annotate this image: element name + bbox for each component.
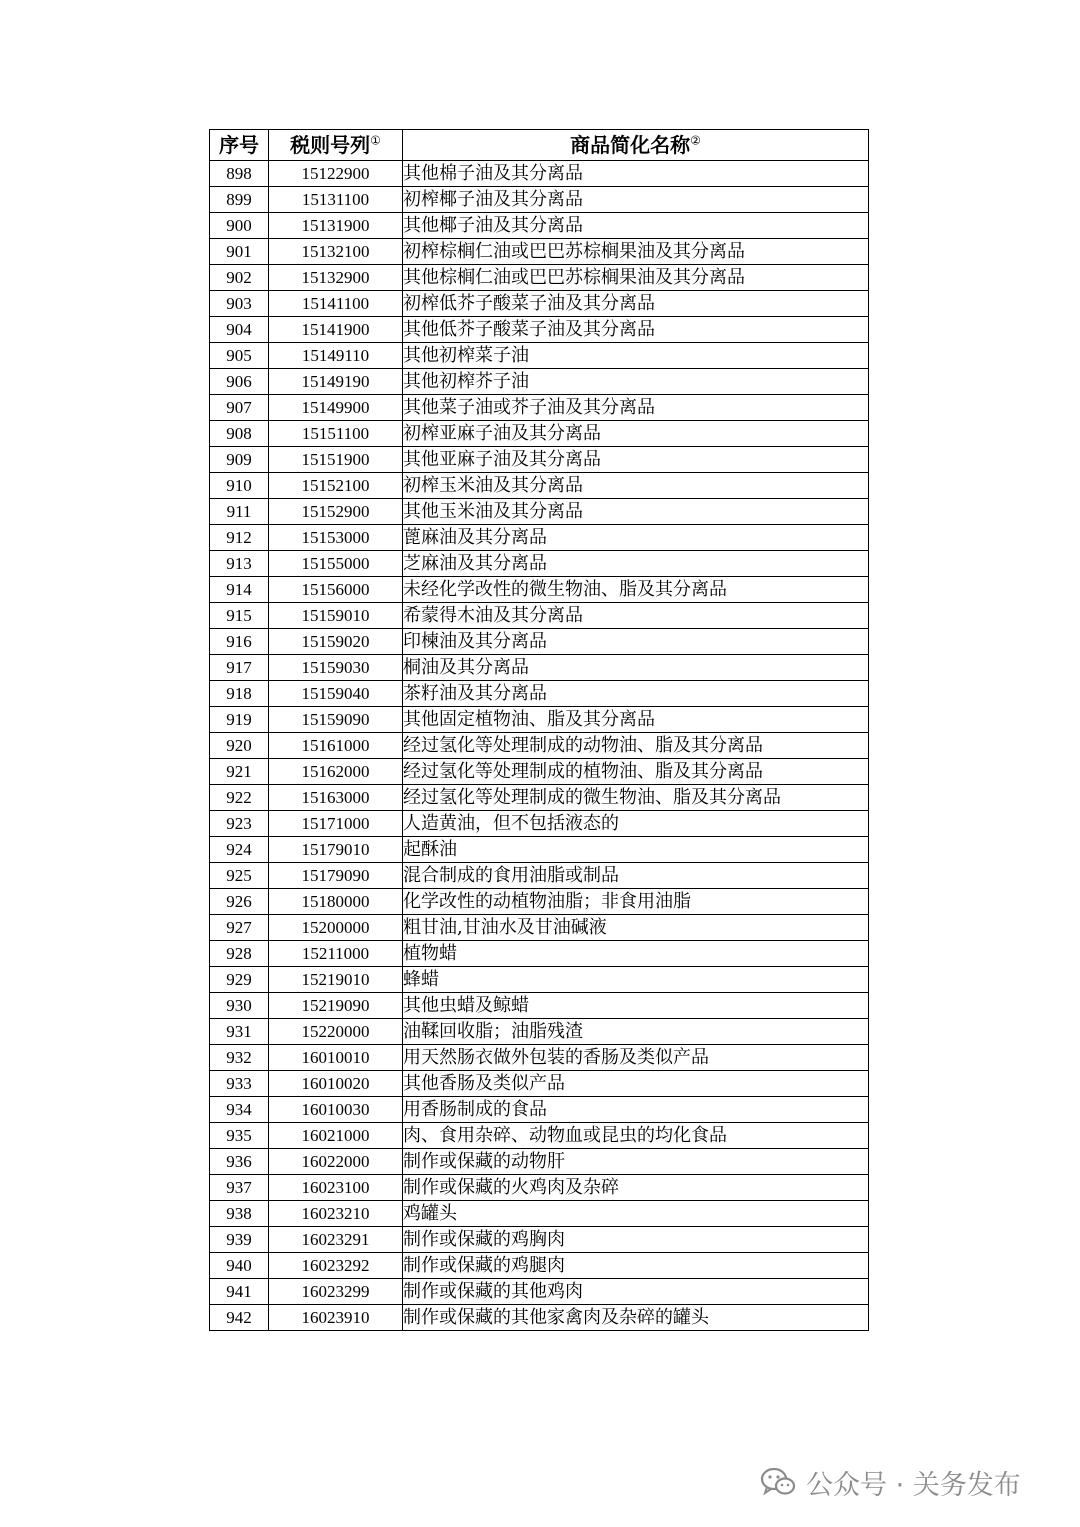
- cell-seq: 911: [210, 499, 269, 525]
- cell-product-name: 制作或保藏的其他鸡肉: [403, 1279, 869, 1305]
- cell-seq: 918: [210, 681, 269, 707]
- watermark: [760, 1462, 1021, 1502]
- cell-tariff-code: 15156000: [269, 577, 403, 603]
- cell-seq: 931: [210, 1019, 269, 1045]
- cell-seq: 938: [210, 1201, 269, 1227]
- cell-product-name: 初榨亚麻子油及其分离品: [403, 421, 869, 447]
- table-header-row: [210, 130, 869, 161]
- cell-seq: 916: [210, 629, 269, 655]
- cell-product-name: 制作或保藏的动物肝: [403, 1149, 869, 1175]
- table-row: [210, 1097, 869, 1123]
- cell-product-name: 印楝油及其分离品: [403, 629, 869, 655]
- cell-tariff-code: 15163000: [269, 785, 403, 811]
- table-row: [210, 1045, 869, 1071]
- cell-product-name: 其他香肠及类似产品: [403, 1071, 869, 1097]
- tariff-table: [209, 129, 869, 1331]
- cell-product-name: 桐油及其分离品: [403, 655, 869, 681]
- table-row: [210, 837, 869, 863]
- table-row: [210, 1071, 869, 1097]
- table-row: [210, 343, 869, 369]
- cell-product-name: 初榨低芥子酸菜子油及其分离品: [403, 291, 869, 317]
- cell-tariff-code: 15131900: [269, 213, 403, 239]
- cell-seq: 927: [210, 915, 269, 941]
- table-row: [210, 1123, 869, 1149]
- table-row: [210, 785, 869, 811]
- cell-tariff-code: 16023292: [269, 1253, 403, 1279]
- cell-product-name: 肉、食用杂碎、动物血或昆虫的均化食品: [403, 1123, 869, 1149]
- cell-product-name: 制作或保藏的鸡腿肉: [403, 1253, 869, 1279]
- cell-tariff-code: 15180000: [269, 889, 403, 915]
- cell-tariff-code: 15161000: [269, 733, 403, 759]
- cell-seq: 914: [210, 577, 269, 603]
- cell-product-name: 初榨椰子油及其分离品: [403, 187, 869, 213]
- cell-seq: 929: [210, 967, 269, 993]
- table-row: [210, 187, 869, 213]
- cell-seq: 924: [210, 837, 269, 863]
- cell-product-name: 初榨玉米油及其分离品: [403, 473, 869, 499]
- cell-tariff-code: 15122900: [269, 161, 403, 187]
- cell-product-name: 用香肠制成的食品: [403, 1097, 869, 1123]
- cell-seq: 932: [210, 1045, 269, 1071]
- cell-tariff-code: 16023100: [269, 1175, 403, 1201]
- cell-seq: 919: [210, 707, 269, 733]
- table-row: [210, 551, 869, 577]
- cell-seq: 906: [210, 369, 269, 395]
- table-row: [210, 811, 869, 837]
- cell-tariff-code: 15179010: [269, 837, 403, 863]
- cell-seq: 930: [210, 993, 269, 1019]
- table-row: [210, 395, 869, 421]
- cell-product-name: 其他初榨菜子油: [403, 343, 869, 369]
- cell-product-name: 制作或保藏的火鸡肉及杂碎: [403, 1175, 869, 1201]
- cell-tariff-code: 15162000: [269, 759, 403, 785]
- cell-product-name: 其他固定植物油、脂及其分离品: [403, 707, 869, 733]
- table-row: [210, 941, 869, 967]
- cell-tariff-code: 15159020: [269, 629, 403, 655]
- cell-product-name: 希蒙得木油及其分离品: [403, 603, 869, 629]
- cell-product-name: 化学改性的动植物油脂；非食用油脂: [403, 889, 869, 915]
- table-row: [210, 993, 869, 1019]
- cell-seq: 904: [210, 317, 269, 343]
- cell-tariff-code: 16010020: [269, 1071, 403, 1097]
- watermark-text: 公众号 · 关务发布: [806, 1469, 1021, 1501]
- footnote-marker: ①: [370, 133, 381, 148]
- cell-seq: 939: [210, 1227, 269, 1253]
- header-name: 商品简化名称②: [403, 130, 869, 161]
- cell-tariff-code: 15152100: [269, 473, 403, 499]
- wechat-icon: [760, 1466, 796, 1498]
- cell-seq: 905: [210, 343, 269, 369]
- cell-seq: 942: [210, 1305, 269, 1331]
- cell-seq: 941: [210, 1279, 269, 1305]
- cell-tariff-code: 16023910: [269, 1305, 403, 1331]
- cell-product-name: 其他棉子油及其分离品: [403, 161, 869, 187]
- table-row: [210, 759, 869, 785]
- cell-seq: 922: [210, 785, 269, 811]
- cell-tariff-code: 15132900: [269, 265, 403, 291]
- cell-seq: 926: [210, 889, 269, 915]
- cell-seq: 920: [210, 733, 269, 759]
- cell-seq: 912: [210, 525, 269, 551]
- cell-tariff-code: 15159030: [269, 655, 403, 681]
- table-row: [210, 317, 869, 343]
- cell-seq: 910: [210, 473, 269, 499]
- table-row: [210, 1149, 869, 1175]
- cell-tariff-code: 15132100: [269, 239, 403, 265]
- cell-seq: 933: [210, 1071, 269, 1097]
- cell-seq: 913: [210, 551, 269, 577]
- cell-product-name: 其他玉米油及其分离品: [403, 499, 869, 525]
- table-row: [210, 915, 869, 941]
- cell-tariff-code: 15159010: [269, 603, 403, 629]
- table-row: [210, 161, 869, 187]
- cell-product-name: 油鞣回收脂；油脂残渣: [403, 1019, 869, 1045]
- cell-product-name: 制作或保藏的鸡胸肉: [403, 1227, 869, 1253]
- header-seq: 序号: [210, 130, 269, 161]
- cell-product-name: 其他亚麻子油及其分离品: [403, 447, 869, 473]
- table-row: [210, 889, 869, 915]
- cell-tariff-code: 16023299: [269, 1279, 403, 1305]
- cell-tariff-code: 16022000: [269, 1149, 403, 1175]
- table-row: [210, 655, 869, 681]
- table-row: [210, 1253, 869, 1279]
- cell-tariff-code: 15149110: [269, 343, 403, 369]
- table-row: [210, 499, 869, 525]
- cell-tariff-code: 15171000: [269, 811, 403, 837]
- cell-seq: 934: [210, 1097, 269, 1123]
- table-row: [210, 707, 869, 733]
- table-row: [210, 1279, 869, 1305]
- cell-product-name: 经过氢化等处理制成的植物油、脂及其分离品: [403, 759, 869, 785]
- cell-seq: 907: [210, 395, 269, 421]
- cell-tariff-code: 15149900: [269, 395, 403, 421]
- cell-tariff-code: 15159040: [269, 681, 403, 707]
- cell-seq: 902: [210, 265, 269, 291]
- cell-seq: 935: [210, 1123, 269, 1149]
- cell-product-name: 鸡罐头: [403, 1201, 869, 1227]
- cell-tariff-code: 15151100: [269, 421, 403, 447]
- cell-product-name: 其他椰子油及其分离品: [403, 213, 869, 239]
- table-row: [210, 1227, 869, 1253]
- table-row: [210, 1175, 869, 1201]
- table-row: [210, 265, 869, 291]
- table-row: [210, 681, 869, 707]
- cell-seq: 925: [210, 863, 269, 889]
- table-row: [210, 1019, 869, 1045]
- cell-tariff-code: 15155000: [269, 551, 403, 577]
- cell-product-name: 其他虫蜡及鲸蜡: [403, 993, 869, 1019]
- cell-seq: 901: [210, 239, 269, 265]
- cell-tariff-code: 15149190: [269, 369, 403, 395]
- table-row: [210, 967, 869, 993]
- cell-tariff-code: 15141900: [269, 317, 403, 343]
- cell-tariff-code: 15131100: [269, 187, 403, 213]
- table-row: [210, 213, 869, 239]
- table-row: [210, 369, 869, 395]
- cell-product-name: 粗甘油,甘油水及甘油碱液: [403, 915, 869, 941]
- cell-product-name: 人造黄油，但不包括液态的: [403, 811, 869, 837]
- cell-product-name: 植物蜡: [403, 941, 869, 967]
- cell-tariff-code: 15141100: [269, 291, 403, 317]
- cell-tariff-code: 15220000: [269, 1019, 403, 1045]
- cell-product-name: 混合制成的食用油脂或制品: [403, 863, 869, 889]
- cell-tariff-code: 15152900: [269, 499, 403, 525]
- cell-tariff-code: 15211000: [269, 941, 403, 967]
- cell-seq: 937: [210, 1175, 269, 1201]
- cell-tariff-code: 16023210: [269, 1201, 403, 1227]
- cell-product-name: 经过氢化等处理制成的微生物油、脂及其分离品: [403, 785, 869, 811]
- cell-seq: 899: [210, 187, 269, 213]
- cell-product-name: 其他低芥子酸菜子油及其分离品: [403, 317, 869, 343]
- cell-product-name: 初榨棕榈仁油或巴巴苏棕榈果油及其分离品: [403, 239, 869, 265]
- table-body: [210, 161, 869, 1331]
- cell-product-name: 茶籽油及其分离品: [403, 681, 869, 707]
- cell-seq: 915: [210, 603, 269, 629]
- cell-tariff-code: 15200000: [269, 915, 403, 941]
- cell-tariff-code: 16023291: [269, 1227, 403, 1253]
- cell-seq: 923: [210, 811, 269, 837]
- cell-seq: 909: [210, 447, 269, 473]
- cell-product-name: 未经化学改性的微生物油、脂及其分离品: [403, 577, 869, 603]
- cell-seq: 921: [210, 759, 269, 785]
- cell-tariff-code: 15151900: [269, 447, 403, 473]
- table-row: [210, 239, 869, 265]
- table-row: [210, 1201, 869, 1227]
- cell-product-name: 起酥油: [403, 837, 869, 863]
- table-row: [210, 473, 869, 499]
- cell-product-name: 经过氢化等处理制成的动物油、脂及其分离品: [403, 733, 869, 759]
- cell-tariff-code: 15219090: [269, 993, 403, 1019]
- table-row: [210, 447, 869, 473]
- table-row: [210, 733, 869, 759]
- cell-product-name: 其他棕榈仁油或巴巴苏棕榈果油及其分离品: [403, 265, 869, 291]
- table-row: [210, 421, 869, 447]
- cell-product-name: 蓖麻油及其分离品: [403, 525, 869, 551]
- cell-seq: 903: [210, 291, 269, 317]
- cell-seq: 908: [210, 421, 269, 447]
- cell-seq: 936: [210, 1149, 269, 1175]
- table-row: [210, 629, 869, 655]
- cell-tariff-code: 15159090: [269, 707, 403, 733]
- table-row: [210, 603, 869, 629]
- cell-product-name: 其他菜子油或芥子油及其分离品: [403, 395, 869, 421]
- cell-product-name: 蜂蜡: [403, 967, 869, 993]
- cell-seq: 898: [210, 161, 269, 187]
- cell-tariff-code: 16010030: [269, 1097, 403, 1123]
- header-code: 税则号列①: [269, 130, 403, 161]
- table-row: [210, 525, 869, 551]
- cell-tariff-code: 16021000: [269, 1123, 403, 1149]
- cell-seq: 928: [210, 941, 269, 967]
- cell-tariff-code: 16010010: [269, 1045, 403, 1071]
- footnote-marker: ②: [690, 133, 701, 148]
- table-row: [210, 1305, 869, 1331]
- cell-tariff-code: 15179090: [269, 863, 403, 889]
- cell-tariff-code: 15153000: [269, 525, 403, 551]
- cell-tariff-code: 15219010: [269, 967, 403, 993]
- cell-product-name: 制作或保藏的其他家禽肉及杂碎的罐头: [403, 1305, 869, 1331]
- cell-seq: 917: [210, 655, 269, 681]
- cell-seq: 900: [210, 213, 269, 239]
- cell-product-name: 其他初榨芥子油: [403, 369, 869, 395]
- cell-seq: 940: [210, 1253, 269, 1279]
- table-row: [210, 577, 869, 603]
- table-row: [210, 863, 869, 889]
- cell-product-name: 芝麻油及其分离品: [403, 551, 869, 577]
- cell-product-name: 用天然肠衣做外包装的香肠及类似产品: [403, 1045, 869, 1071]
- table-row: [210, 291, 869, 317]
